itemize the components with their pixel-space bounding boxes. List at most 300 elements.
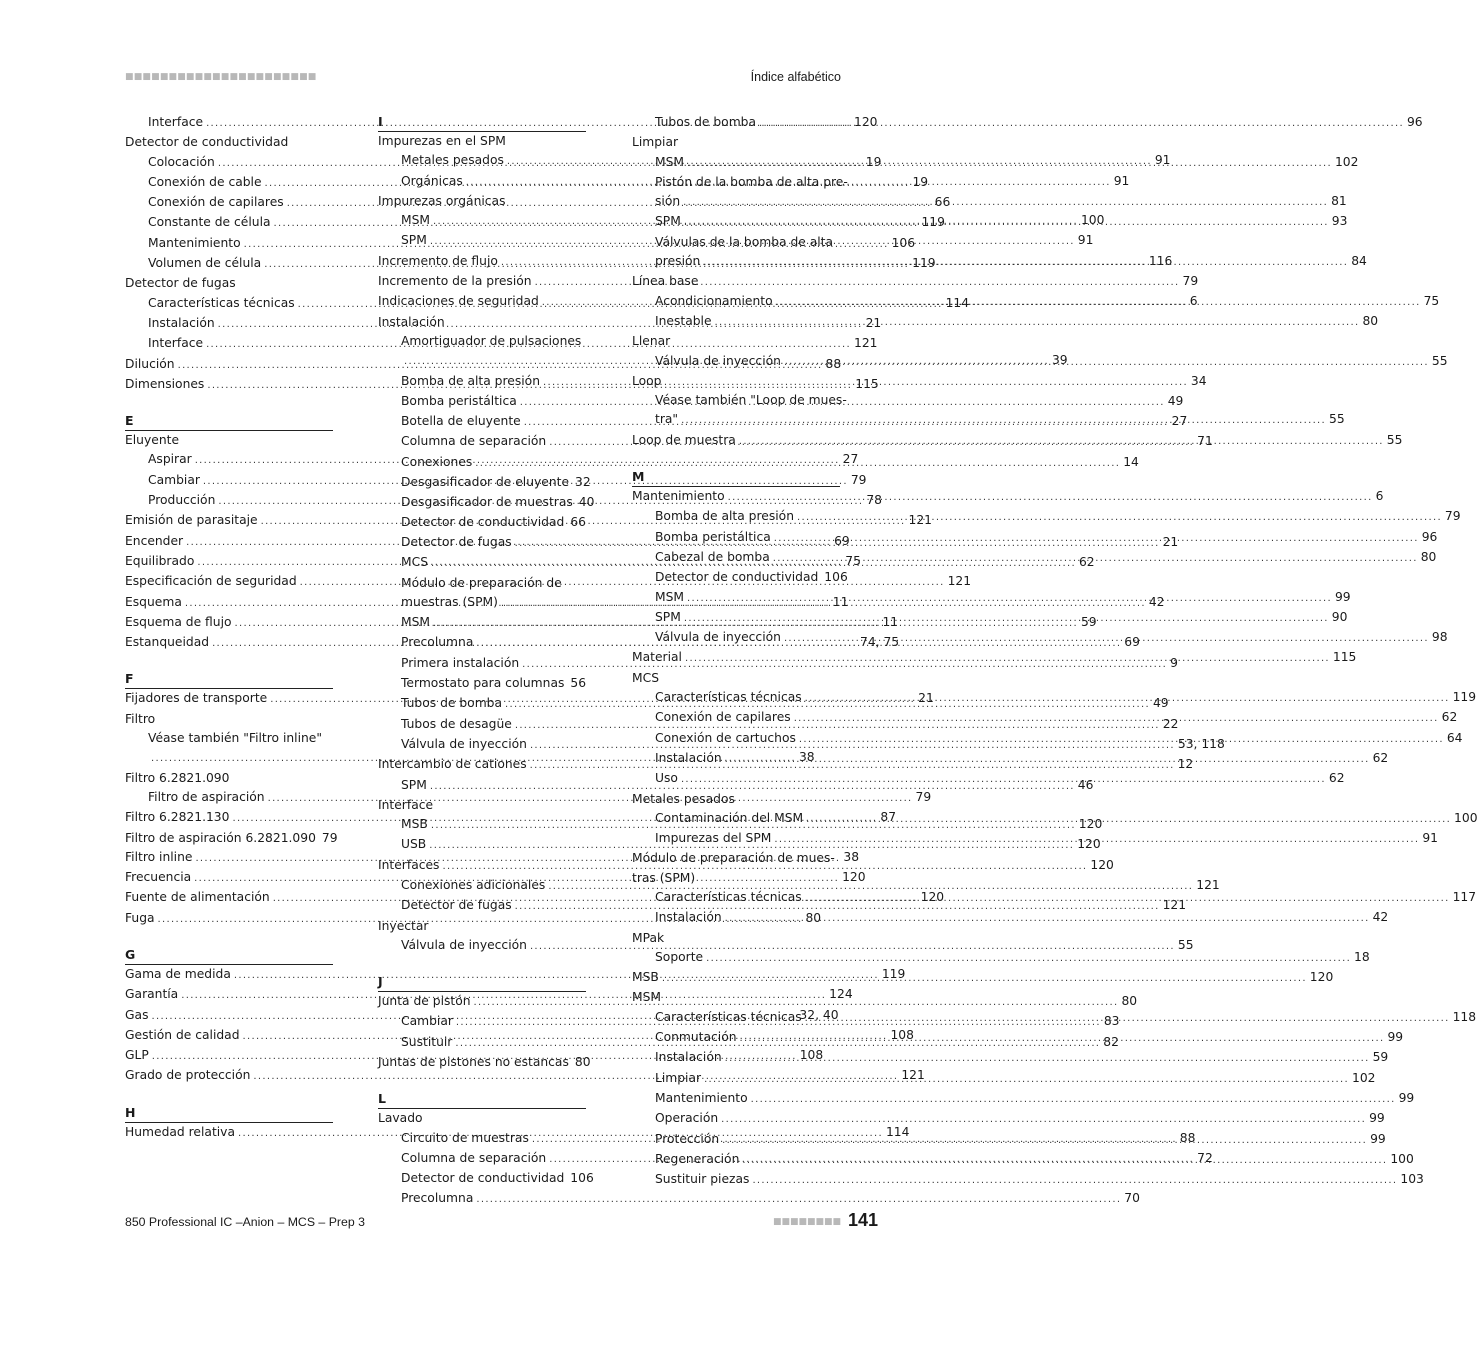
page-number: 141 [847,1210,878,1230]
entry-term: Conexión de cable [148,174,262,189]
entry-term: Humedad relativa [125,1124,235,1139]
entry-page-ref: 119 [912,256,936,271]
entry-page-ref: 91 [1113,173,1130,188]
entry-term: Operación [655,1111,719,1126]
entry-page-ref: 120 [920,890,945,905]
index-entry [632,133,840,152]
dot-leader [794,709,1439,728]
dot-leader [797,508,1442,527]
entry-term: Detector de fugas [401,898,512,913]
entry-page-ref: 119 [921,215,945,230]
entry-page-ref: 93 [1331,214,1348,229]
index-entry [378,192,586,211]
entry-term: Cambiar [401,1014,453,1029]
index-entry [125,769,333,788]
entry-term: Detector de conductividad [125,135,289,150]
entry-term: Conexión de capilares [148,195,284,210]
entry-page-ref: 22 [1162,716,1179,731]
entry-term: Línea base [632,274,699,289]
entry-page-ref: 120 [1077,837,1101,852]
entry-term: USB [401,837,427,852]
index-subentry [632,1048,1389,1068]
entry-term: Conexión de cartuchos [655,730,796,745]
entry-page-ref: 124 [829,987,853,1002]
index-subentry [632,1109,1385,1129]
entry-term: Emisión de parasitaje [125,513,258,528]
dot-leader [704,1070,1349,1089]
entry-term: Precolumna [401,1190,474,1205]
entry-term: Limpiar [632,135,679,150]
index-entry [378,1109,586,1128]
index-entry [378,917,586,936]
dot-leader [684,609,1329,628]
entry-page-ref: 38 [843,849,860,864]
entry-page-ref: 80 [805,910,822,925]
dot-leader [773,549,1418,568]
index-entry [378,1053,591,1073]
entry-term: Uso [655,771,678,786]
entry-page-ref: 120 [854,115,878,129]
entry-page-ref: 116 [1148,253,1173,268]
entry-page-ref: 55 [1329,412,1345,427]
entry-term: Columna de separación [401,1150,547,1165]
entry-term: Columna de separación [401,434,547,449]
entry-page-ref: 100 [1390,1151,1414,1166]
entry-page-ref: 120 [1078,817,1103,832]
entry-page-ref: 19 [912,174,929,189]
index-entry [125,710,333,729]
entry-term: Acondicionamiento [655,293,773,308]
entry-term: Regeneración [655,1151,740,1166]
entry-term: Orgánicas [401,173,463,188]
entry-term: Tubos de bomba [401,696,503,711]
entry-term: Circuito de muestras [401,1130,529,1145]
entry-term: Instalación [378,314,445,329]
index-subentry [378,332,586,351]
entry-term: Dilución [125,356,175,371]
entry-page-ref: 46 [1077,777,1094,792]
entry-page-ref: 62 [1328,771,1345,786]
entry-page-ref: 75 [845,553,861,568]
entry-page-ref: 32 [575,475,591,490]
entry-page-ref: 11 [832,594,849,609]
index-entry [378,313,586,332]
entry-term: Detector de fugas [125,276,236,291]
entry-page-ref: 88 [1179,1130,1196,1145]
entry-page-ref: 102 [1352,1070,1376,1085]
index-subentry [632,908,1389,928]
entry-page-ref: 55 [1386,432,1403,447]
entry-page-ref: 9 [1170,655,1178,670]
dot-leader [725,1049,1370,1068]
entry-page-ref: 91 [1154,153,1171,168]
index-letter-heading: J [378,973,586,992]
header-decoration: ■■■■■■■■■■■■■■■■■■■■■■ [125,72,317,82]
entry-term: Filtro de aspiración [148,789,265,804]
entry-term: Producción [148,493,216,508]
entry-term: Encender [125,533,184,548]
index-subentry [378,674,586,694]
entry-term: Gama de medida [125,966,231,981]
entry-page-ref: 106 [891,235,916,250]
entry-term: MCS [632,670,660,685]
entry-term: Características técnicas [655,889,802,904]
entry-page-ref: 100 [1454,810,1478,825]
entry-term: Limpiar [655,1070,702,1085]
dot-leader [685,649,1330,668]
entry-page-ref: 119 [1452,690,1477,705]
entry-term: Interfaces [378,857,440,872]
entry-term: Inestable [655,313,712,328]
entry-page-ref: 100 [1080,213,1105,228]
entry-term: Tubos de bomba [655,115,757,129]
footer-document-title: 850 Professional IC –Anion – MCS – Prep 3 [125,1215,365,1229]
entry-term: Eluyente [125,433,180,448]
entry-term: Instalación [148,315,215,330]
index-letter-heading: M [632,468,840,487]
entry-page-ref: 19 [865,154,882,169]
entry-term: Material [632,650,682,665]
index-subentry [378,1189,1140,1209]
entry-term: Desgasificador de muestras [401,495,573,510]
entry-term: Filtro 6.2821.130 [125,810,230,825]
entry-term: Amortiguador de pulsaciones [401,333,582,348]
entry-term: tra" [655,412,679,427]
entry-page-ref: 80 [1420,549,1437,564]
entry-term: GLP [125,1048,149,1063]
index-subentry [632,1089,1415,1109]
entry-term: Conexión de capilares [655,710,791,725]
entry-page-ref: 99 [1387,1030,1404,1045]
entry-term: Bomba peristáltica [401,393,517,408]
entry-term: muestras (SPM) [401,594,498,609]
entry-term: Sustituir piezas [655,1172,750,1187]
entry-term: Conexiones [401,454,473,469]
entry-term: Instalación [655,750,722,765]
entry-page-ref: 42 [1148,594,1165,609]
entry-term: Bomba de alta presión [655,509,794,524]
index-entry [125,133,333,152]
entry-page-ref: 119 [881,966,906,981]
entry-page-ref: 88 [825,356,842,371]
dot-leader [725,909,1370,928]
entry-term: MSM [632,990,662,1005]
entry-page-ref: 27 [1171,414,1188,429]
entry-term: Detector de conductividad [401,1171,565,1186]
entry-page-ref: 80 [574,1055,591,1070]
entry-term: MSM [401,615,431,630]
entry-page-ref: 38 [798,750,815,765]
entry-page-ref: 59 [1080,615,1097,630]
entry-term: Filtro inline [125,849,193,864]
entry-term: Aspirar [148,452,192,467]
entry-page-ref: 49 [1167,393,1184,408]
dot-leader [805,1009,1450,1028]
entry-page-ref: 115 [855,376,879,391]
dot-leader [751,1090,1396,1109]
footer-decoration: ■■■■■■■■ [773,1217,842,1227]
entry-term: Gas [125,1007,149,1022]
entry-page-ref: 98 [1431,630,1448,645]
entry-page-ref: 55 [1431,353,1448,368]
entry-term: presión [655,254,701,269]
entry-page-ref: 81 [1331,194,1347,209]
entry-term: Sustituir [401,1034,453,1049]
entry-page-ref: 79 [1444,509,1461,524]
entry-page-ref: 114 [885,1124,910,1139]
entry-term: MSM [401,213,431,228]
index-entry [632,372,840,391]
entry-term: Válvula de inyección [655,630,781,645]
entry-page-ref: 82 [1103,1034,1119,1049]
index-subentry [378,493,595,512]
entry-page-ref: 102 [1334,154,1359,169]
entry-page-ref: 21 [918,691,934,706]
entry-page-ref: 70 [1124,1190,1140,1205]
dot-leader [476,1190,1121,1209]
dot-leader [706,949,1351,968]
entry-page-ref: 79 [850,472,867,487]
entry-term: SPM [401,777,427,792]
dot-leader [687,589,1332,608]
entry-page-ref: 21 [865,315,882,330]
entry-page-ref: 6 [1189,294,1198,309]
entry-term: Dimensiones [125,376,205,391]
entry-page-ref: 27 [842,452,859,467]
index-entry [125,274,333,293]
entry-term: Fuga [125,910,155,925]
entry-page-ref: 14 [1123,454,1139,469]
dot-leader [776,293,1421,312]
entry-page-ref: 79 [915,789,932,804]
dot-leader [703,253,1348,272]
entry-page-ref: 99 [1334,589,1351,604]
entry-term: MPak [632,930,665,945]
index-entry [125,431,333,450]
entry-term: Instalación [655,1050,722,1065]
entry-term: Loop de muestra [632,432,736,447]
entry-term: Interface [148,115,204,129]
entry-page-ref: 83 [1103,1014,1120,1029]
dot-leader [752,1171,1397,1190]
dot-leader [681,770,1326,789]
entry-term: Mantenimiento [632,489,725,504]
entry-term: Fijadores de transporte [125,691,268,706]
entry-page-ref: 32, 40 [799,1007,839,1022]
index-entry [632,869,840,888]
entry-page-ref: 72 [1197,1150,1213,1165]
entry-page-ref: 12 [1177,757,1194,772]
index-letter-heading: F [125,670,333,689]
entry-page-ref: 69 [1124,635,1140,650]
index-subentry [378,513,586,533]
entry-page-ref: 91 [1077,233,1094,248]
dot-leader [662,969,1307,988]
entry-term: Metales pesados [401,153,504,168]
dot-leader [728,488,1373,507]
entry-page-ref: 121 [1196,877,1220,892]
entry-page-ref: 106 [570,1171,594,1186]
entry-page-ref: 99 [1370,1131,1386,1146]
entry-term: Características técnicas [148,295,295,310]
entry-page-ref: 55 [1177,937,1194,952]
entry-term: Interface [378,797,434,812]
entry-page-ref: 42 [1372,910,1389,925]
entry-term: Interface [148,336,204,351]
entry-term: Instalación [655,910,722,925]
entry-term: Junta de pistón [378,994,471,1009]
dot-leader [739,432,1384,451]
entry-page-ref: 96 [1406,115,1423,129]
entry-term: Soporte [655,949,704,964]
entry-term: MSB [632,970,659,985]
entry-page-ref: 75 [1423,293,1440,308]
entry-page-ref: 79 [1182,274,1199,289]
dot-leader [687,154,1332,173]
entry-term: Cabezal de bomba [655,549,770,564]
index-subentry [378,1169,594,1188]
entry-term: Estanqueidad [125,635,210,650]
entry-page-ref: 108 [890,1027,914,1042]
entry-term: Impurezas del SPM [655,831,772,846]
entry-term: SPM [655,609,681,624]
entry-page-ref: 64 [1446,730,1463,745]
entry-page-ref: 62 [1441,710,1458,725]
entry-term: Termostato para columnas [401,676,565,691]
entry-term: Filtro 6.2821.090 [125,770,230,785]
entry-page-ref: 74, 75 [860,635,900,650]
index-entry [632,929,840,948]
entry-term: Módulo de preparación de [401,575,562,590]
entry-page-ref: 21 [1162,534,1179,549]
entry-term: Mantenimiento [655,1090,748,1105]
entry-page-ref: 79 [321,830,338,845]
index-letter-heading: G [125,946,333,965]
index-subentry [378,574,586,593]
entry-term: Pistón de la bomba de alta pre- [655,174,848,189]
entry-term: Metales pesados [632,791,735,806]
entry-page-ref: 78 [866,493,882,508]
entry-page-ref: 6 [1375,489,1384,504]
dot-leader [759,114,1404,133]
entry-page-ref: 87 [880,810,897,825]
entry-term: Volumen de célula [148,256,262,271]
entry-term: Desgasificador de eluyente [401,475,570,490]
entry-term: Inyectar [378,918,429,933]
entry-term: Botella de eluyente [401,414,521,429]
index-entry [378,132,586,151]
entry-term: Precolumna [401,635,474,650]
entry-term: Esquema de flujo [125,614,232,629]
entry-term: Véase también "Filtro inline" [148,731,323,746]
entry-term: tras (SPM) [632,870,696,885]
entry-term: Bomba de alta presión [401,373,540,388]
dot-leader [784,353,1429,372]
entry-term: Características técnicas [655,1009,802,1024]
entry-term: Tubos de desagüe [401,716,512,731]
dot-leader [805,889,1450,908]
entry-term: Filtro [125,711,156,726]
entry-page-ref: 120 [1090,857,1114,872]
dot-leader [722,1131,1367,1150]
entry-page-ref: 108 [799,1048,824,1063]
entry-page-ref: 91 [1422,831,1438,846]
dot-leader [799,730,1444,749]
dot-leader [784,629,1429,648]
entry-page-ref: 120 [1309,970,1334,985]
entry-page-ref: 115 [1332,650,1357,665]
entry-page-ref: 80 [1121,994,1138,1009]
entry-term: Impurezas en el SPM [378,134,506,148]
entry-page-ref: 49 [1152,696,1169,711]
entry-term: Frecuencia [125,870,192,885]
entry-term: Cambiar [148,472,200,487]
index-subentry [125,729,333,748]
entry-term: Incremento de la presión [378,274,532,289]
entry-page-ref: 99 [1369,1111,1385,1126]
entry-term: Detector de conductividad [401,514,565,529]
dot-leader [805,689,1450,708]
entry-page-ref: 96 [1421,529,1438,544]
entry-page-ref: 18 [1354,949,1370,964]
index-subentry [632,568,848,587]
dot-leader [683,193,1328,212]
entry-page-ref: 106 [824,570,848,585]
entry-term: Incremento de flujo [378,253,498,268]
index-subentry [632,1170,1424,1190]
entry-term: MSM [655,154,685,169]
index-entry [632,332,840,351]
index-letter-heading: H [125,1104,333,1123]
entry-term: MSB [401,817,428,832]
entry-term: Colocación [148,154,215,169]
entry-page-ref: 56 [570,676,587,691]
dot-leader [806,810,1451,829]
entry-page-ref: 114 [945,295,970,310]
entry-term: SPM [655,214,681,229]
entry-term: Filtro de aspiración 6.2821.090 [125,830,316,845]
entry-term: sión [655,194,681,209]
entry-term: Conexiones adicionales [401,877,546,892]
index-entry [632,849,840,868]
dot-leader [715,313,1360,332]
index-entry [632,669,840,688]
entry-page-ref: 99 [1398,1090,1415,1105]
entry-page-ref: 103 [1400,1172,1424,1187]
entry-term: Primera instalación [401,655,520,670]
index-letter-heading: I [378,113,586,132]
entry-page-ref: 62 [1372,750,1389,765]
entry-page-ref: 66 [570,514,586,529]
index-entry [378,796,586,815]
entry-term: Intercambio de cationes [378,757,527,772]
dot-leader [681,411,1326,430]
entry-page-ref: 53, 118 [1177,736,1225,751]
entry-page-ref: 11 [882,614,899,629]
index-subentry [632,233,840,252]
entry-page-ref: 34 [1190,373,1207,388]
entry-term: MCS [401,555,429,570]
entry-term: Detector de fugas [401,534,512,549]
entry-term: Válvulas de la bomba de alta [655,234,834,249]
entry-term: Contaminación del MSM [655,810,804,825]
entry-term: SPM [401,233,427,248]
entry-term: Detector de conductividad [655,570,819,585]
entry-page-ref: 117 [1452,889,1477,904]
dot-leader [740,1029,1385,1048]
entry-term: Bomba peristáltica [655,529,771,544]
entry-term: Loop [632,373,662,388]
